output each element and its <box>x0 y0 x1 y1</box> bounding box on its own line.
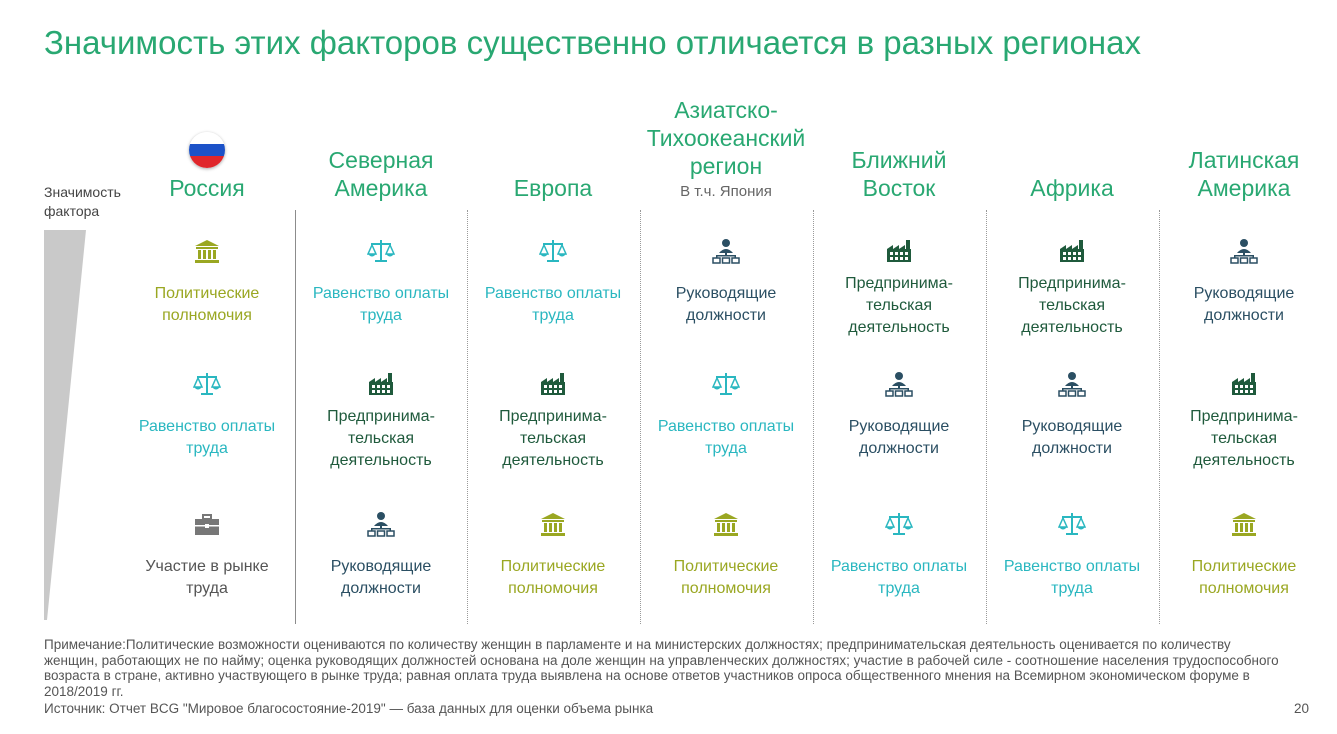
region-name: Африка <box>1030 175 1114 201</box>
region-name: Северная Америка <box>328 147 434 201</box>
government-building-icon <box>193 237 221 265</box>
factor-label: Политические полномочия <box>673 558 779 597</box>
factor-label: Руководящие должности <box>1193 285 1295 324</box>
factor-label: Предпринима-тельская деятельность <box>1018 275 1126 336</box>
org-chart-icon <box>367 510 395 538</box>
factor-label: Предпринима-тельская деятельность <box>499 408 607 469</box>
scales-icon <box>367 237 395 265</box>
region-header <box>1159 146 1329 202</box>
factor-cell <box>468 510 638 600</box>
factor-cell <box>122 510 292 600</box>
region-name: Европа <box>513 175 593 201</box>
factor-cell <box>468 370 638 472</box>
factory-icon <box>885 237 913 265</box>
factor-label: Предпринима-тельская деятельность <box>327 408 435 469</box>
scales-icon <box>539 237 567 265</box>
page-number: 20 <box>1294 701 1310 716</box>
factor-label: Равенство оплаты труда <box>657 418 795 457</box>
importance-axis-label: Значимость фактора <box>44 184 121 219</box>
factor-label: Политические полномочия <box>154 285 260 324</box>
org-chart-icon <box>1058 370 1086 398</box>
org-chart-icon <box>712 237 740 265</box>
factory-icon <box>367 370 395 398</box>
region-name: Россия <box>169 175 245 201</box>
factor-label: Равенство оплаты труда <box>830 558 968 597</box>
factor-label: Равенство оплаты труда <box>1003 558 1141 597</box>
factory-icon <box>1058 237 1086 265</box>
factor-label: Руководящие должности <box>675 285 777 324</box>
factor-label: Равенство оплаты труда <box>312 285 450 324</box>
factor-label: Руководящие должности <box>330 558 432 597</box>
importance-wedge <box>44 230 88 622</box>
government-building-icon <box>539 510 567 538</box>
factor-cell <box>296 510 466 600</box>
factor-cell <box>468 237 638 327</box>
factor-label: Предпринима-тельская деятельность <box>845 275 953 336</box>
factor-label: Предпринима-тельская деятельность <box>1190 408 1298 469</box>
scales-icon <box>1058 510 1086 538</box>
source-note: Источник: Отчет BCG "Мировое благосостояние-2019" — база данных для оценки объема рынка <box>44 701 654 716</box>
factor-cell <box>296 237 466 327</box>
factor-label: Руководящие должности <box>1021 418 1123 457</box>
factory-icon <box>539 370 567 398</box>
factor-cell <box>122 370 292 460</box>
factor-cell <box>122 237 292 327</box>
region-name: Азиатско-Тихоокеанский регион <box>646 97 806 179</box>
factor-label: Участие в рынке труда <box>145 558 269 597</box>
scales-icon <box>712 370 740 398</box>
factor-cell <box>814 510 984 600</box>
government-building-icon <box>712 510 740 538</box>
factor-cell <box>987 370 1157 460</box>
region-header <box>814 146 984 202</box>
factor-cell <box>814 237 984 339</box>
briefcase-icon <box>193 510 221 538</box>
region-header <box>641 96 811 202</box>
region-header <box>296 146 466 202</box>
scales-icon <box>193 370 221 398</box>
region-header <box>987 174 1157 202</box>
factor-cell <box>987 510 1157 600</box>
factor-cell <box>296 370 466 472</box>
org-chart-icon <box>1230 237 1258 265</box>
org-chart-icon <box>885 370 913 398</box>
region-name: Ближний Восток <box>851 147 947 201</box>
factor-label: Политические полномочия <box>1191 558 1297 597</box>
region-header <box>468 174 638 202</box>
factor-cell <box>814 370 984 460</box>
factor-cell <box>1159 510 1329 600</box>
factor-cell <box>641 370 811 460</box>
factor-cell <box>641 510 811 600</box>
factor-label: Равенство оплаты труда <box>484 285 622 324</box>
factor-cell <box>1159 370 1329 472</box>
region-header <box>122 174 292 202</box>
factor-cell <box>641 237 811 327</box>
government-building-icon <box>1230 510 1258 538</box>
page-title: Значимость этих факторов существенно отличается в разных регионах <box>44 24 1141 61</box>
russia-flag-icon <box>189 132 225 168</box>
factor-cell <box>1159 237 1329 327</box>
factory-icon <box>1230 370 1258 398</box>
factor-label: Равенство оплаты труда <box>138 418 276 457</box>
scales-icon <box>885 510 913 538</box>
region-subtitle: В т.ч. Япония <box>680 183 772 200</box>
factor-label: Политические полномочия <box>500 558 606 597</box>
footnote: Примечание:Политические возможности оцениваются по количеству женщин в парламенте и на министерских должностях; предпринимательская деятельность оценивается по количеству женщин, работающих не по найму; оценка руководящих должностей основана на доле женщин на управленческих должностях; участие в рабочей силе - соотношение населения трудоспособного возраста в стране, активно участвующего в рынке труда; равная оплата труда выявлена на основе ответов участников опроса общественного мнения на Всемирном экономическом форуме в 2018/2019 гг. <box>44 637 1279 699</box>
region-name: Латинская Америка <box>1188 147 1300 201</box>
factor-label: Руководящие должности <box>848 418 950 457</box>
factor-cell <box>987 237 1157 339</box>
